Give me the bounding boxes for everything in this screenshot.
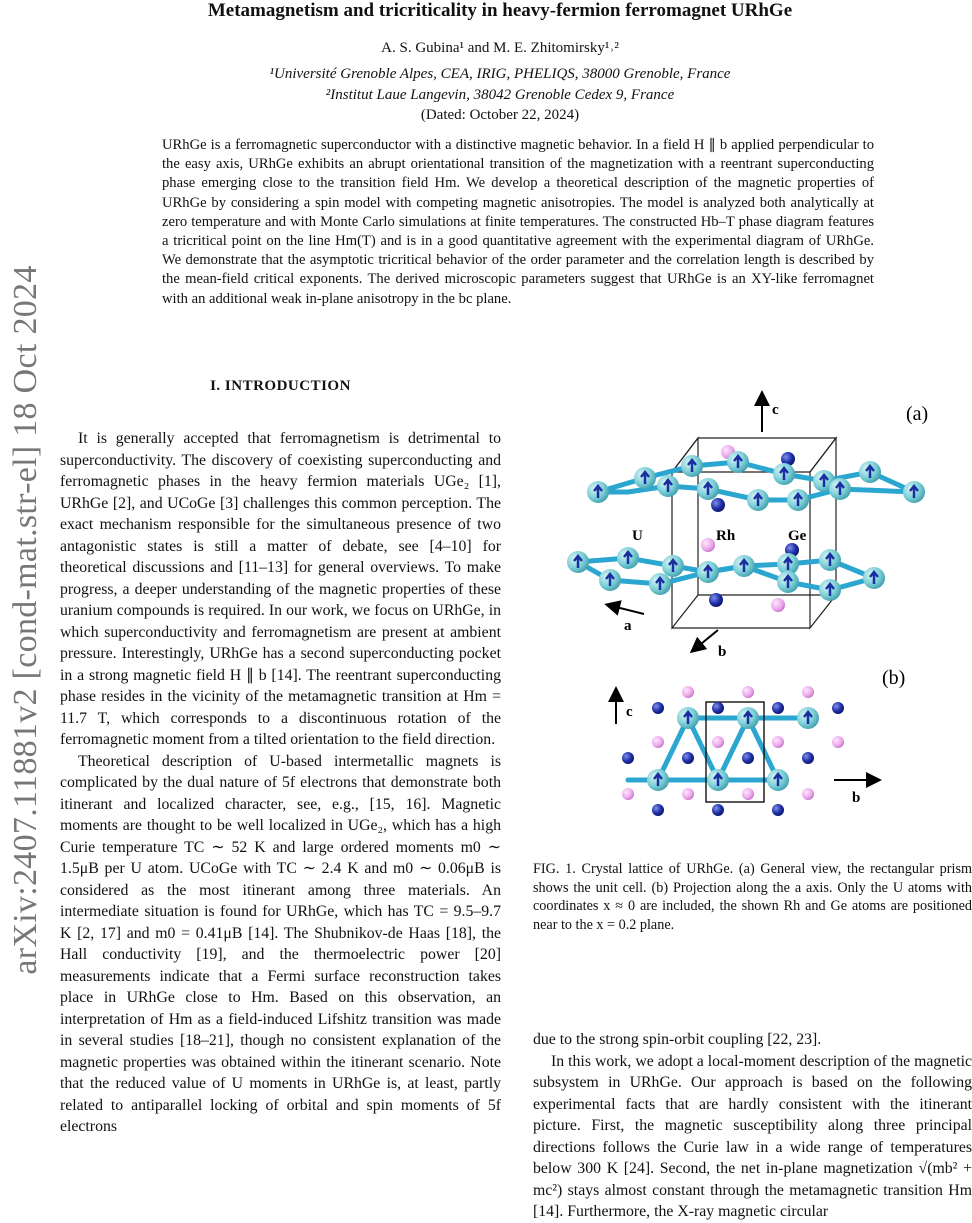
crystal-lattice-figure [540, 390, 960, 820]
panel-a [567, 398, 928, 660]
right-column [533, 1029, 972, 1220]
axis-c-label-b: c [626, 704, 633, 720]
atom-label-ge: Ge [788, 528, 807, 544]
affiliation-1: ¹Université Grenoble Alpes, CEA, IRIG, PHELIQS, 38000 Grenoble, France [269, 66, 731, 82]
axis-a-label: a [624, 618, 632, 634]
paper-title: Metamagnetism and tricriticality in heavy-fermion ferromagnet URhGe [207, 0, 793, 21]
panel-a-label: (a) [906, 403, 929, 425]
intro-paragraph-2: Theoretical description of U-based intermetallic magnets is complicated by the dual nature of 5f electrons that demonstrate both itinerant and localized character, see, e.g., [15, 16]. Magnetic moments are thought to be well localized in UGe₂, which has a high Curie temperature TC ∼ 52 K and large ordered moments m0 ∼ 1.5μB per U atom. UCoGe with TC ∼ 2.4 K and m0 ∼ 0.06μB is considered as the most itinerant among three materials. An intermediate situation is found for URhGe, which has TC = 9.5–9.7 K [2, 17] and m0 = 0.41μB [14]. The Shubnikov-de Haas [18], the Hall conductivity [19], and the thermoelectric power [20] measurements indicate that a Fermi surface reconstruction takes place in URhGe close to Hm. Based on this observation, an interpretation of Hm as a field-induced Lifshitz transition was made in several studies [18–21], though no consistent explanation of the magnetic properties was obtained within the itinerant scenario. Note that the reduced value of U moments in URhGe is, at least, partly related to antiparallel locking of orbital and spin moments of 5f electrons [60, 752, 501, 1135]
atom-label-rh: Rh [716, 528, 736, 544]
axis-b-diagonal-arrow [696, 630, 718, 648]
abstract: URhGe is a ferromagnetic superconductor with a distinctive magnetic behavior. In a field H ∥ b applied perpendicular to the easy axis, URhGe exhibits an abrupt orientational transition of the magnetization with a reentrant superconducting phase emerging close to the transition field Hm. We develop a theoretical description of the magnetic properties of URhGe by considering a spin model with competing magnetic anisotropies. The model is analyzed both analytically at zero temperature and with Monte Carlo simulations at finite temperatures. The constructed Hb–T phase diagram features a tricritical point on the line Hm(T) and is in a good quantitative agreement with the experimental diagram of URhGe. We demonstrate that the asymptotic tricritical behavior of the order parameter and the correlation length is described by the mean-field critical exponents. The derived microscopic parameters suggest that URhGe is an XY-like ferromagnet with an additional weak in-plane anisotropy in the bc plane. [162, 137, 874, 307]
panel-b-label: (b) [882, 667, 906, 689]
dated-line: (Dated: October 22, 2024) [420, 107, 580, 123]
atom-label-u: U [632, 528, 643, 544]
axis-b-label-b: b [852, 790, 861, 806]
right-paragraph-2: In this work, we adopt a local-moment description of the magnetic subsystem in URhGe. Our approach is based on the following experimental facts that are hardly consistent with the itinerant picture. First, the magnetic susceptibility along three principal directions follows the Curie law in a wide range of temperatures below 300 K [24]. Second, the net in-plane magnetization √(mb² + mc²) stays almost constant through the metamagnetic transition Hm [14]. Furthermore, the X-ray magnetic circular [533, 1052, 972, 1220]
panel-b [616, 667, 905, 816]
affiliation-2: ²Institut Laue Langevin, 38042 Grenoble Cedex 9, France [325, 87, 675, 103]
axis-b-label-a: b [718, 644, 727, 660]
axis-c-label: c [772, 402, 779, 418]
u-atoms-a [567, 451, 925, 601]
authors: A. S. Gubina¹ and M. E. Zhitomirsky¹˒² [381, 40, 619, 56]
axis-a-arrow [612, 606, 644, 614]
section-heading: I. INTRODUCTION [210, 378, 351, 394]
arxiv-stamp: arXiv:2407.11881v2 [cond-mat.str-el] 18 Oct 2024 [7, 265, 44, 975]
right-paragraph-continued: due to the strong spin-orbit coupling [22, 23]. [533, 1031, 822, 1048]
left-column [60, 428, 501, 1198]
figure-caption: FIG. 1. Crystal lattice of URhGe. (a) General view, the rectangular prism shows the unit cell. (b) Projection along the a axis. Only the U atoms with coordinates x ≈ 0 are included, the shown Rh and Ge atoms are positioned near to the x = 0.2 plane. [533, 861, 972, 933]
intro-paragraph-1: It is generally accepted that ferromagnetism is detrimental to superconductivity. The discovery of coexisting superconducting and ferromagnetic phases in the heavy fermion materials UGe₂ [1], URhGe [2], and UCoGe [3] challenges this common perception. The exact mechanism responsible for the simultaneous presence of two antagonistic states is still a matter of debate, see [4–10] for theoretical discussions and [11–13] for general overviews. To make progress, a deeper understanding of the magnetic properties of these uranium compounds is required. In our work, we focus on URhGe, in which superconductivity and ferromagnetism are present at ambient pressure. Interestingly, URhGe has a second superconducting pocket in a strong magnetic field H ∥ b [14]. The reentrant superconducting phase resides in the vicinity of the metamagnetic transition at Hm = 11.7 T, which corresponds to a discontinuous rotation of the ferromagnetic moment from a tilted orientation to the field direction. [60, 430, 501, 748]
